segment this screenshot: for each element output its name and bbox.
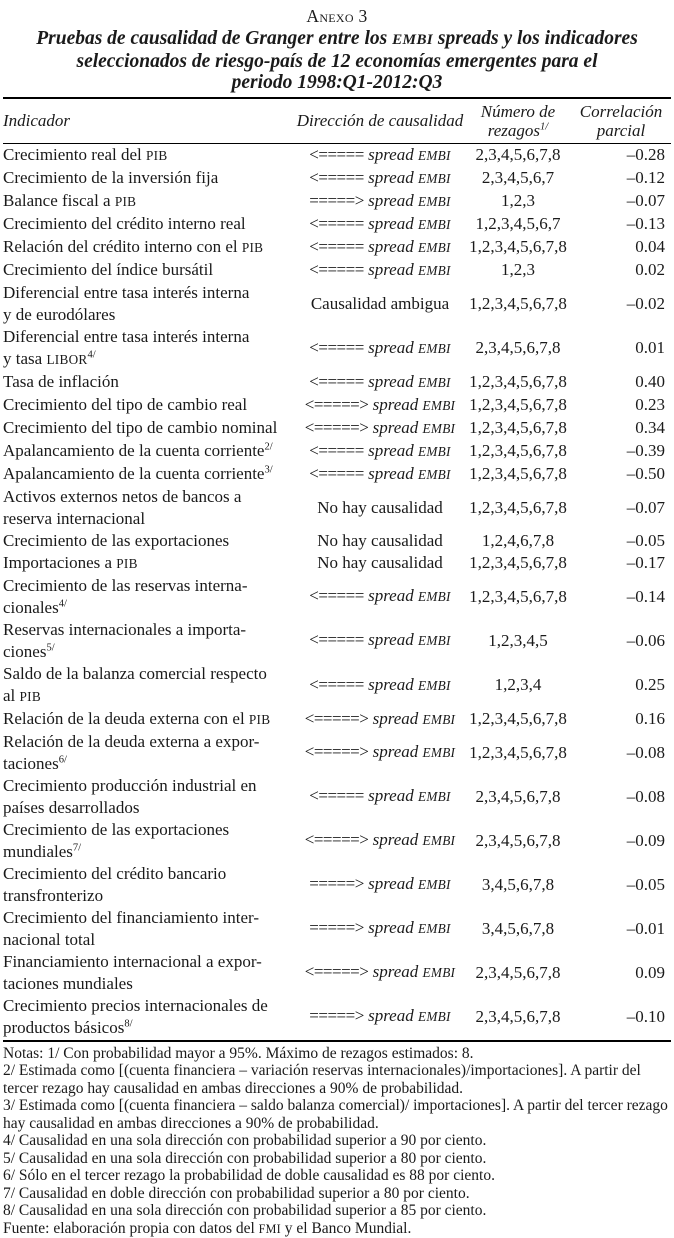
table-row [3,417,671,440]
lags-cell: 1,2,3,4,5,6,7,8 [465,371,571,393]
correlation-cell: 0.34 [571,417,671,439]
table-row [3,440,671,463]
note-line: Notas: 1/ Con probabilidad mayor a 95%. Máximo de rezagos estimados: 8. [3,1045,671,1063]
source-line: Fuente: elaboración propia con datos del FMI y el Banco Mundial. [3,1220,671,1238]
indicator-cell: Crecimiento producción industrial en países desarrollados [3,775,295,819]
indicator-cell: Saldo de la balanza comercial respecto al PIB [3,663,295,708]
correlation-cell: 0.25 [571,674,671,696]
lags-cell: 1,2,3,4,5,6,7,8 [465,742,571,764]
direction-cell: <=====> spread EMBI [295,829,465,852]
correlation-cell: –0.08 [571,742,671,764]
title-line-1: Pruebas de causalidad de Granger entre los EMBI spreads y los indicadores [3,28,671,51]
causality-arrow: =====> [309,874,364,893]
indicator-cell: Diferencial entre tasa interés interna y de eurodólares [3,282,295,326]
document-title [3,28,671,94]
correlation-cell: 0.09 [571,962,671,984]
indicator-cell: Crecimiento precios internacionales de productos básicos$^{8/}$ [3,995,295,1039]
indicator-cell: Relación de la deuda externa con el PIB [3,708,295,731]
table-row [3,326,671,371]
correlation-cell: –0.13 [571,213,671,235]
table-row [3,995,671,1039]
lags-cell: 1,2,4,6,7,8 [465,530,571,552]
table-row [3,552,671,575]
lags-cell: 1,2,3 [465,259,571,281]
table-row [3,530,671,552]
direction-cell: <===== spread EMBI [295,371,465,394]
direction-cell: <===== spread EMBI [295,236,465,259]
correlation-cell: 0.04 [571,236,671,258]
causality-arrow: <===== [309,372,364,391]
indicator-cell: Crecimiento del tipo de cambio real [3,394,295,416]
table-row [3,486,671,530]
table-row [3,907,671,951]
table-row [3,731,671,775]
lags-cell: 1,2,3,4,5,6,7,8 [465,293,571,315]
table-row [3,167,671,190]
lags-cell: 1,2,3,4,5,6,7,8 [465,463,571,485]
table-row [3,663,671,708]
title-line-2: seleccionados de riesgo-país de 12 economías emergentes para el [3,51,671,73]
correlation-cell: 0.40 [571,371,671,393]
direction-cell: <===== spread EMBI [295,167,465,190]
direction-cell: <===== spread EMBI [295,585,465,608]
causality-arrow: <=====> [305,709,369,728]
note-line: 3/ Estimada como [(cuenta financiera – saldo balanza comercial)/ importaciones]. A partir del tercer rezago hay causalidad en ambas direcciones a 90% de probabilidad. [3,1097,671,1132]
table-row [3,190,671,213]
causality-arrow: <===== [309,338,364,357]
table-row [3,259,671,282]
causality-arrow: <===== [309,441,364,460]
correlation-cell: –0.50 [571,463,671,485]
direction-cell: <===== spread EMBI [295,440,465,463]
lags-cell: 1,2,3,4,5 [465,630,571,652]
lags-cell: 2,3,4,5,6,7,8 [465,962,571,984]
indicator-cell: Tasa de inflación [3,371,295,393]
direction-cell: <=====> spread EMBI [295,741,465,764]
table-row [3,463,671,486]
lags-cell: 1,2,3 [465,190,571,212]
note-line: 6/ Sólo en el tercer rezago la probabilidad de doble causalidad es 88 por ciento. [3,1167,671,1185]
direction-cell: <=====> spread EMBI [295,961,465,984]
causality-arrow: <===== [309,786,364,805]
indicator-cell: Activos externos netos de bancos a reserva internacional [3,486,295,530]
table-row [3,371,671,394]
table-row [3,863,671,907]
note-line: 4/ Causalidad en una sola dirección con probabilidad superior a 90 por ciento. [3,1132,671,1150]
correlation-cell: –0.39 [571,440,671,462]
indicator-cell: Crecimiento de las exportaciones [3,530,295,552]
direction-cell: <===== spread EMBI [295,337,465,360]
direction-cell: No hay causalidad [295,552,465,574]
indicator-cell: Diferencial entre tasa interés interna y tasa $LIBOR^{4/}$ [3,326,295,371]
correlation-cell: 0.01 [571,337,671,359]
note-line: 7/ Causalidad en doble dirección con probabilidad superior a 80 por ciento. [3,1185,671,1203]
causality-arrow: <===== [309,675,364,694]
direction-cell: No hay causalidad [295,530,465,552]
correlation-cell: –0.10 [571,1006,671,1028]
causality-arrow: <===== [309,168,364,187]
lags-cell: 2,3,4,5,6,7,8 [465,830,571,852]
direction-cell: <===== spread EMBI [295,213,465,236]
direction-cell: <===== spread EMBI [295,144,465,167]
lags-cell: 1,2,3,4,5,6,7,8 [465,552,571,574]
lags-cell: 1,2,3,4,5,6,7 [465,213,571,235]
correlation-cell: –0.07 [571,190,671,212]
indicator-cell: Relación del crédito interno con el PIB [3,236,295,259]
direction-cell: <===== spread EMBI [295,259,465,282]
indicator-cell: Apalancamiento de la cuenta corriente$^{2/}$ [3,440,295,462]
direction-cell: =====> spread EMBI [295,1005,465,1028]
causality-arrow: <=====> [305,742,369,761]
indicator-cell: Crecimiento de la inversión fija [3,167,295,189]
indicator-cell: Crecimiento del crédito bancario transfronterizo [3,863,295,907]
correlation-cell: –0.08 [571,786,671,808]
table-row [3,213,671,236]
direction-cell: <===== spread EMBI [295,629,465,652]
lags-cell: 1,2,3,4,5,6,7,8 [465,417,571,439]
causality-arrow: <=====> [305,395,369,414]
correlation-cell: –0.06 [571,630,671,652]
indicator-cell: Crecimiento del índice bursátil [3,259,295,281]
correlation-cell: –0.05 [571,530,671,552]
lags-cell: 2,3,4,5,6,7,8 [465,1006,571,1028]
table-row [3,575,671,619]
causality-arrow: <===== [309,237,364,256]
direction-cell: <===== spread EMBI [295,674,465,697]
table-row [3,819,671,863]
lags-cell: 2,3,4,5,6,7,8 [465,786,571,808]
correlation-cell: –0.05 [571,874,671,896]
indicator-cell: Crecimiento del crédito interno real [3,213,295,235]
causality-arrow: <===== [309,464,364,483]
causality-arrow: <=====> [305,962,369,981]
correlation-cell: –0.01 [571,918,671,940]
lags-cell: 1,2,3,4,5,6,7,8 [465,497,571,519]
lags-cell: 1,2,3,4,5,6,7,8 [465,708,571,730]
table-row [3,236,671,259]
lags-cell: 2,3,4,5,6,7,8 [465,144,571,166]
table-header-row [3,97,671,144]
indicator-cell: Crecimiento de las exportaciones mundiales$^{7/}$ [3,819,295,863]
indicator-cell: Importaciones a PIB [3,552,295,575]
direction-cell: =====> spread EMBI [295,190,465,213]
correlation-cell: –0.17 [571,552,671,574]
indicator-cell: Relación de la deuda externa a expor- taciones$^{6/}$ [3,731,295,775]
direction-cell: <=====> spread EMBI [295,708,465,731]
correlation-cell: 0.02 [571,259,671,281]
table-row [3,619,671,663]
direction-cell: No hay causalidad [295,497,465,519]
correlation-cell: –0.07 [571,497,671,519]
correlation-cell: –0.02 [571,293,671,315]
lags-cell: 3,4,5,6,7,8 [465,874,571,896]
indicator-cell: Financiamiento internacional a expor- taciones mundiales [3,951,295,995]
lags-cell: 3,4,5,6,7,8 [465,918,571,940]
direction-cell: Causalidad ambigua [295,293,465,315]
causality-arrow: <===== [309,586,364,605]
column-header-lags: Número de rezagos$^{1/}$ [465,102,571,140]
direction-cell: <===== spread EMBI [295,785,465,808]
indicator-cell: Crecimiento del financiamiento inter- nacional total [3,907,295,951]
note-line: 8/ Causalidad en una sola dirección con probabilidad superior a 85 por ciento. [3,1202,671,1220]
correlation-cell: –0.14 [571,586,671,608]
causality-arrow: <=====> [305,418,369,437]
causality-table [3,97,671,1042]
table-notes [3,1045,671,1238]
column-header-indicator: Indicador [3,111,295,130]
title-line-3: periodo 1998:Q1-2012:Q3 [3,72,671,94]
causality-arrow: =====> [309,918,364,937]
correlation-cell: –0.09 [571,830,671,852]
lags-cell: 1,2,3,4,5,6,7,8 [465,394,571,416]
direction-cell: <=====> spread EMBI [295,394,465,417]
table-body [3,144,671,1042]
direction-cell: <===== spread EMBI [295,463,465,486]
causality-arrow: =====> [309,191,364,210]
direction-cell: =====> spread EMBI [295,917,465,940]
indicator-cell: Crecimiento de las reservas interna- cionales$^{4/}$ [3,575,295,619]
table-row [3,775,671,819]
annex-heading: Anexo 3 [3,4,671,28]
indicator-cell: Balance fiscal a PIB [3,190,295,213]
lags-cell: 2,3,4,5,6,7,8 [465,337,571,359]
indicator-cell: Crecimiento del tipo de cambio nominal [3,417,295,439]
causality-arrow: <===== [309,214,364,233]
causality-arrow: <===== [309,145,364,164]
note-line: 2/ Estimada como [(cuenta financiera – variación reservas internacionales)/importaciones]. A partir del tercer rezago hay causalidad en ambas direcciones a 90% de probabilidad. [3,1062,671,1097]
indicator-cell: Reservas internacionales a importa- ciones$^{5/}$ [3,619,295,663]
table-row [3,708,671,731]
lags-footnote-marker: 1/ [540,121,548,132]
correlation-cell: –0.28 [571,144,671,166]
note-line: 5/ Causalidad en una sola dirección con probabilidad superior a 80 por ciento. [3,1150,671,1168]
lags-cell: 1,2,3,4,5,6,7,8 [465,236,571,258]
correlation-cell: 0.23 [571,394,671,416]
column-header-correlation: Correlación parcial [571,102,671,140]
table-row [3,951,671,995]
causality-arrow: =====> [309,1006,364,1025]
lags-cell: 1,2,3,4,5,6,7,8 [465,586,571,608]
table-row [3,282,671,326]
indicator-cell: Crecimiento real del PIB [3,144,295,167]
indicator-cell: Apalancamiento de la cuenta corriente$^{3/}$ [3,463,295,485]
causality-arrow: <===== [309,630,364,649]
lags-cell: 1,2,3,4 [465,674,571,696]
direction-cell: <=====> spread EMBI [295,417,465,440]
column-header-direction: Dirección de causalidad [295,111,465,130]
table-row [3,394,671,417]
direction-cell: =====> spread EMBI [295,873,465,896]
correlation-cell: –0.12 [571,167,671,189]
causality-arrow: <=====> [305,830,369,849]
causality-arrow: <===== [309,260,364,279]
table-row [3,144,671,167]
lags-cell: 2,3,4,5,6,7 [465,167,571,189]
correlation-cell: 0.16 [571,708,671,730]
lags-cell: 1,2,3,4,5,6,7,8 [465,440,571,462]
